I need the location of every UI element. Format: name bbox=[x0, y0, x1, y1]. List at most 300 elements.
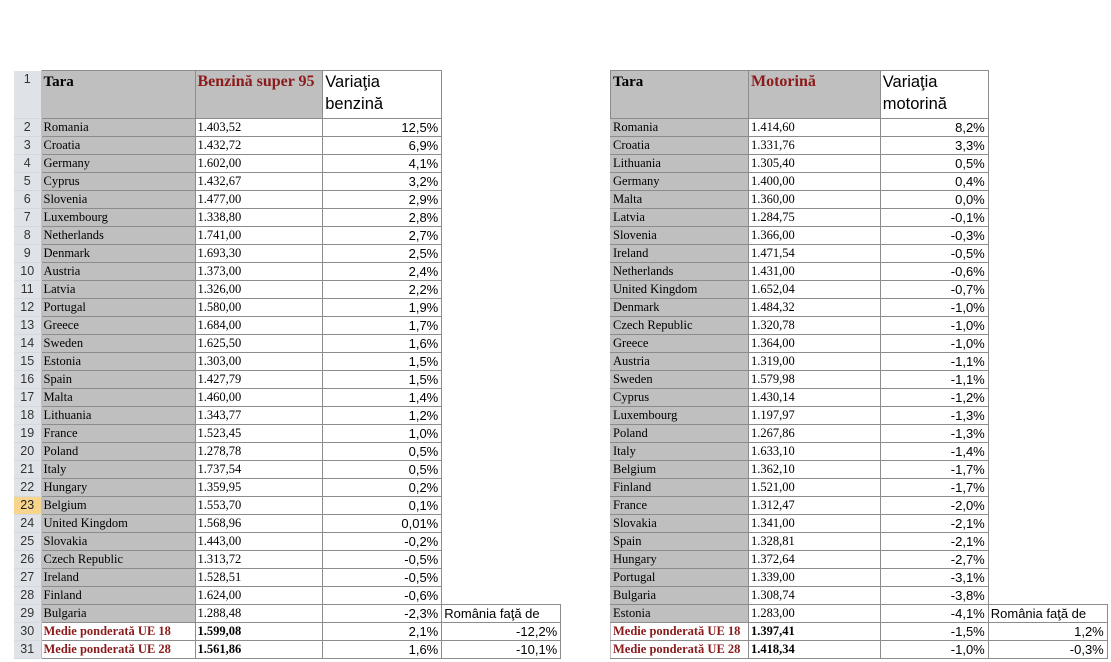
price-cell[interactable]: 1.427,79 bbox=[195, 371, 323, 389]
country-cell[interactable]: Hungary bbox=[611, 551, 749, 569]
empty-cell[interactable] bbox=[442, 515, 561, 533]
variation-cell[interactable]: 0,4% bbox=[880, 173, 988, 191]
average-label-cell[interactable]: Medie ponderată UE 18 bbox=[611, 623, 749, 641]
table-row bbox=[14, 443, 561, 461]
variation-cell[interactable]: 2,5% bbox=[323, 245, 442, 263]
country-cell[interactable]: France bbox=[41, 425, 195, 443]
price-cell[interactable]: 1.432,72 bbox=[195, 137, 323, 155]
empty-cell[interactable] bbox=[988, 497, 1107, 515]
row-number[interactable]: 5 bbox=[14, 173, 41, 191]
price-cell[interactable]: 1.197,97 bbox=[749, 407, 881, 425]
variation-cell[interactable]: -0,6% bbox=[323, 587, 442, 605]
variation-cell[interactable]: -1,5% bbox=[880, 623, 988, 641]
table-row bbox=[611, 533, 1108, 551]
country-cell[interactable]: Slovakia bbox=[611, 515, 749, 533]
row-number[interactable]: 25 bbox=[14, 533, 41, 551]
empty-cell[interactable] bbox=[988, 533, 1107, 551]
empty-cell[interactable] bbox=[442, 191, 561, 209]
header-diesel-price[interactable]: Motorină bbox=[749, 71, 881, 119]
row-number[interactable]: 2 bbox=[14, 119, 41, 137]
variation-cell[interactable]: -1,1% bbox=[880, 371, 988, 389]
variation-cell[interactable]: -1,3% bbox=[880, 425, 988, 443]
empty-cell[interactable] bbox=[442, 281, 561, 299]
row-number[interactable]: 24 bbox=[14, 515, 41, 533]
price-cell[interactable]: 1.326,00 bbox=[195, 281, 323, 299]
price-cell[interactable]: 1.443,00 bbox=[195, 533, 323, 551]
country-cell[interactable]: Greece bbox=[611, 335, 749, 353]
empty-cell[interactable] bbox=[988, 371, 1107, 389]
empty-cell[interactable] bbox=[988, 407, 1107, 425]
variation-cell[interactable]: -1,4% bbox=[880, 443, 988, 461]
country-cell[interactable]: Lithuania bbox=[611, 155, 749, 173]
price-cell[interactable]: 1.360,00 bbox=[749, 191, 881, 209]
country-cell[interactable]: Slovenia bbox=[611, 227, 749, 245]
note-cell[interactable]: România faţă de bbox=[442, 605, 561, 623]
variation-cell[interactable]: -1,3% bbox=[880, 407, 988, 425]
row-number[interactable]: 15 bbox=[14, 353, 41, 371]
price-cell[interactable]: 1.366,00 bbox=[749, 227, 881, 245]
variation-cell[interactable]: 1,7% bbox=[323, 317, 442, 335]
variation-cell[interactable]: -2,7% bbox=[880, 551, 988, 569]
country-cell[interactable]: Estonia bbox=[41, 353, 195, 371]
empty-cell[interactable] bbox=[442, 443, 561, 461]
price-cell[interactable]: 1.320,78 bbox=[749, 317, 881, 335]
price-cell[interactable]: 1.599,08 bbox=[195, 623, 323, 641]
average-row bbox=[14, 623, 561, 641]
variation-cell[interactable]: 4,1% bbox=[323, 155, 442, 173]
price-cell[interactable]: 1.580,00 bbox=[195, 299, 323, 317]
variation-cell[interactable]: 1,9% bbox=[323, 299, 442, 317]
empty-cell[interactable] bbox=[442, 119, 561, 137]
price-cell[interactable]: 1.403,52 bbox=[195, 119, 323, 137]
row-number[interactable]: 27 bbox=[14, 569, 41, 587]
country-cell[interactable]: Germany bbox=[611, 173, 749, 191]
table-row bbox=[611, 299, 1108, 317]
price-cell[interactable]: 1.432,67 bbox=[195, 173, 323, 191]
price-cell[interactable]: 1.521,00 bbox=[749, 479, 881, 497]
average-row bbox=[14, 641, 561, 659]
average-label-cell[interactable]: Medie ponderată UE 18 bbox=[41, 623, 195, 641]
row-number[interactable]: 26 bbox=[14, 551, 41, 569]
price-cell[interactable]: 1.319,00 bbox=[749, 353, 881, 371]
price-cell[interactable]: 1.364,00 bbox=[749, 335, 881, 353]
header-petrol-variation[interactable]: Variaţia benzină bbox=[323, 71, 442, 119]
variation-cell[interactable]: 0,5% bbox=[323, 443, 442, 461]
country-cell[interactable]: Italy bbox=[611, 443, 749, 461]
variation-cell[interactable]: -1,7% bbox=[880, 461, 988, 479]
price-cell[interactable]: 1.568,96 bbox=[195, 515, 323, 533]
country-cell[interactable]: Bulgaria bbox=[611, 587, 749, 605]
country-cell[interactable]: Luxembourg bbox=[611, 407, 749, 425]
empty-cell[interactable] bbox=[988, 191, 1107, 209]
price-cell[interactable]: 1.400,00 bbox=[749, 173, 881, 191]
country-cell[interactable]: Netherlands bbox=[41, 227, 195, 245]
empty-cell[interactable] bbox=[442, 335, 561, 353]
empty-cell[interactable] bbox=[442, 551, 561, 569]
price-cell[interactable]: 1.305,40 bbox=[749, 155, 881, 173]
empty-cell[interactable] bbox=[442, 299, 561, 317]
variation-cell[interactable]: -0,5% bbox=[323, 569, 442, 587]
empty-cell[interactable] bbox=[988, 461, 1107, 479]
price-cell[interactable]: 1.328,81 bbox=[749, 533, 881, 551]
empty-cell[interactable] bbox=[442, 461, 561, 479]
row-number[interactable]: 31 bbox=[14, 641, 41, 659]
table-row bbox=[611, 425, 1108, 443]
variation-cell[interactable]: -0,5% bbox=[880, 245, 988, 263]
variation-cell[interactable]: 1,5% bbox=[323, 371, 442, 389]
empty-cell[interactable] bbox=[442, 587, 561, 605]
country-cell[interactable]: Denmark bbox=[41, 245, 195, 263]
price-cell[interactable]: 1.338,80 bbox=[195, 209, 323, 227]
average-label-cell[interactable]: Medie ponderată UE 28 bbox=[611, 641, 749, 659]
average-row bbox=[611, 623, 1108, 641]
country-cell[interactable]: Hungary bbox=[41, 479, 195, 497]
average-label-cell[interactable]: Medie ponderată UE 28 bbox=[41, 641, 195, 659]
row-number[interactable]: 18 bbox=[14, 407, 41, 425]
header-petrol-price[interactable]: Benzină super 95 bbox=[195, 71, 323, 119]
country-cell[interactable]: Spain bbox=[41, 371, 195, 389]
price-cell[interactable]: 1.741,00 bbox=[195, 227, 323, 245]
table-row bbox=[611, 479, 1108, 497]
country-cell[interactable]: Romania bbox=[611, 119, 749, 137]
price-cell[interactable]: 1.430,14 bbox=[749, 389, 881, 407]
price-cell[interactable]: 1.283,00 bbox=[749, 605, 881, 623]
price-cell[interactable]: 1.579,98 bbox=[749, 371, 881, 389]
header-country[interactable]: Tara bbox=[611, 71, 749, 119]
variation-cell[interactable]: -4,1% bbox=[880, 605, 988, 623]
price-cell[interactable]: 1.561,86 bbox=[195, 641, 323, 659]
row-number[interactable]: 17 bbox=[14, 389, 41, 407]
variation-cell[interactable]: -1,7% bbox=[880, 479, 988, 497]
comparison-cell[interactable]: -0,3% bbox=[988, 641, 1107, 659]
price-cell[interactable]: 1.303,00 bbox=[195, 353, 323, 371]
country-cell[interactable]: Sweden bbox=[611, 371, 749, 389]
country-cell[interactable]: Austria bbox=[611, 353, 749, 371]
variation-cell[interactable]: 3,3% bbox=[880, 137, 988, 155]
empty-cell[interactable] bbox=[442, 497, 561, 515]
row-number[interactable]: 16 bbox=[14, 371, 41, 389]
price-cell[interactable]: 1.362,10 bbox=[749, 461, 881, 479]
empty-cell[interactable] bbox=[442, 389, 561, 407]
price-cell[interactable]: 1.284,75 bbox=[749, 209, 881, 227]
row-number[interactable]: 13 bbox=[14, 317, 41, 335]
variation-cell[interactable]: 0,0% bbox=[880, 191, 988, 209]
country-cell[interactable]: France bbox=[611, 497, 749, 515]
empty-cell[interactable] bbox=[442, 371, 561, 389]
empty-cell[interactable] bbox=[442, 407, 561, 425]
price-cell[interactable]: 1.602,00 bbox=[195, 155, 323, 173]
row-number[interactable]: 7 bbox=[14, 209, 41, 227]
variation-cell[interactable]: 0,5% bbox=[323, 461, 442, 479]
country-cell[interactable]: Lithuania bbox=[41, 407, 195, 425]
price-cell[interactable]: 1.308,74 bbox=[749, 587, 881, 605]
empty-cell[interactable] bbox=[442, 155, 561, 173]
empty-cell[interactable] bbox=[988, 569, 1107, 587]
empty-cell[interactable] bbox=[988, 551, 1107, 569]
comparison-cell[interactable]: -10,1% bbox=[442, 641, 561, 659]
empty-cell[interactable] bbox=[988, 587, 1107, 605]
empty-cell[interactable] bbox=[442, 569, 561, 587]
row-number[interactable]: 11 bbox=[14, 281, 41, 299]
table-row bbox=[14, 497, 561, 515]
variation-cell[interactable]: -1,0% bbox=[880, 317, 988, 335]
variation-cell[interactable]: 0,1% bbox=[323, 497, 442, 515]
price-cell[interactable]: 1.341,00 bbox=[749, 515, 881, 533]
empty-cell[interactable] bbox=[442, 173, 561, 191]
row-number[interactable]: 4 bbox=[14, 155, 41, 173]
country-cell[interactable]: Czech Republic bbox=[611, 317, 749, 335]
variation-cell[interactable]: -1,1% bbox=[880, 353, 988, 371]
variation-cell[interactable]: 2,9% bbox=[323, 191, 442, 209]
header-diesel-variation[interactable]: Variaţia motorină bbox=[880, 71, 988, 119]
country-cell[interactable]: Austria bbox=[41, 263, 195, 281]
price-cell[interactable]: 1.693,30 bbox=[195, 245, 323, 263]
country-cell[interactable]: Portugal bbox=[41, 299, 195, 317]
variation-cell[interactable]: -1,0% bbox=[880, 299, 988, 317]
row-number[interactable]: 19 bbox=[14, 425, 41, 443]
empty-cell[interactable] bbox=[988, 443, 1107, 461]
header-country[interactable]: Tara bbox=[41, 71, 195, 119]
empty-cell[interactable] bbox=[442, 533, 561, 551]
price-cell[interactable]: 1.528,51 bbox=[195, 569, 323, 587]
row-number[interactable]: 10 bbox=[14, 263, 41, 281]
table-row bbox=[611, 461, 1108, 479]
price-cell[interactable]: 1.414,60 bbox=[749, 119, 881, 137]
empty-cell[interactable] bbox=[988, 299, 1107, 317]
table-row bbox=[611, 227, 1108, 245]
variation-cell[interactable]: 2,8% bbox=[323, 209, 442, 227]
empty-cell[interactable] bbox=[988, 353, 1107, 371]
empty-cell[interactable] bbox=[442, 425, 561, 443]
row-number[interactable]: 28 bbox=[14, 587, 41, 605]
variation-cell[interactable]: 0,01% bbox=[323, 515, 442, 533]
country-cell[interactable]: Croatia bbox=[611, 137, 749, 155]
row-number[interactable]: 8 bbox=[14, 227, 41, 245]
price-cell[interactable]: 1.267,86 bbox=[749, 425, 881, 443]
price-cell[interactable]: 1.553,70 bbox=[195, 497, 323, 515]
country-cell[interactable]: Spain bbox=[611, 533, 749, 551]
variation-cell[interactable]: -3,8% bbox=[880, 587, 988, 605]
price-cell[interactable]: 1.339,00 bbox=[749, 569, 881, 587]
country-cell[interactable]: Malta bbox=[41, 389, 195, 407]
country-cell[interactable]: Italy bbox=[41, 461, 195, 479]
price-cell[interactable]: 1.684,00 bbox=[195, 317, 323, 335]
country-cell[interactable]: United Kingdom bbox=[41, 515, 195, 533]
empty-cell[interactable] bbox=[988, 137, 1107, 155]
table-row bbox=[611, 335, 1108, 353]
empty-cell[interactable] bbox=[442, 227, 561, 245]
price-cell[interactable]: 1.313,72 bbox=[195, 551, 323, 569]
variation-cell[interactable]: 3,2% bbox=[323, 173, 442, 191]
country-cell[interactable]: Poland bbox=[611, 425, 749, 443]
variation-cell[interactable]: 2,1% bbox=[323, 623, 442, 641]
variation-cell[interactable]: -2,1% bbox=[880, 533, 988, 551]
variation-cell[interactable]: 2,2% bbox=[323, 281, 442, 299]
price-cell[interactable]: 1.633,10 bbox=[749, 443, 881, 461]
table-row bbox=[14, 263, 561, 281]
empty-cell[interactable] bbox=[988, 335, 1107, 353]
variation-cell[interactable]: -3,1% bbox=[880, 569, 988, 587]
variation-cell[interactable]: 1,6% bbox=[323, 641, 442, 659]
variation-cell[interactable]: -0,1% bbox=[880, 209, 988, 227]
country-cell[interactable]: Poland bbox=[41, 443, 195, 461]
country-cell[interactable]: Finland bbox=[611, 479, 749, 497]
country-cell[interactable]: Slovakia bbox=[41, 533, 195, 551]
comparison-cell[interactable]: -12,2% bbox=[442, 623, 561, 641]
country-cell[interactable]: Belgium bbox=[611, 461, 749, 479]
variation-cell[interactable]: -1,2% bbox=[880, 389, 988, 407]
price-cell[interactable]: 1.278,78 bbox=[195, 443, 323, 461]
empty-cell[interactable] bbox=[988, 155, 1107, 173]
empty-cell[interactable] bbox=[442, 245, 561, 263]
country-cell[interactable]: Portugal bbox=[611, 569, 749, 587]
empty-cell[interactable] bbox=[442, 263, 561, 281]
variation-cell[interactable]: -1,0% bbox=[880, 641, 988, 659]
variation-cell[interactable]: -2,0% bbox=[880, 497, 988, 515]
price-cell[interactable]: 1.288,48 bbox=[195, 605, 323, 623]
price-cell[interactable]: 1.397,41 bbox=[749, 623, 881, 641]
country-cell[interactable]: Belgium bbox=[41, 497, 195, 515]
variation-cell[interactable]: -0,6% bbox=[880, 263, 988, 281]
price-cell[interactable]: 1.372,64 bbox=[749, 551, 881, 569]
price-cell[interactable]: 1.343,77 bbox=[195, 407, 323, 425]
variation-cell[interactable]: 1,5% bbox=[323, 353, 442, 371]
empty-cell[interactable] bbox=[988, 479, 1107, 497]
row-number[interactable]: 9 bbox=[14, 245, 41, 263]
variation-cell[interactable]: -0,5% bbox=[323, 551, 442, 569]
empty-cell[interactable] bbox=[442, 71, 561, 119]
price-cell[interactable]: 1.312,47 bbox=[749, 497, 881, 515]
variation-cell[interactable]: -0,7% bbox=[880, 281, 988, 299]
variation-cell[interactable]: -2,3% bbox=[323, 605, 442, 623]
table-row bbox=[14, 119, 561, 137]
variation-cell[interactable]: 0,5% bbox=[880, 155, 988, 173]
note-cell[interactable]: România faţă de bbox=[988, 605, 1107, 623]
country-cell[interactable]: Slovenia bbox=[41, 191, 195, 209]
country-cell[interactable]: Ireland bbox=[41, 569, 195, 587]
variation-cell[interactable]: 2,4% bbox=[323, 263, 442, 281]
price-cell[interactable]: 1.484,32 bbox=[749, 299, 881, 317]
empty-cell[interactable] bbox=[442, 317, 561, 335]
row-number[interactable]: 6 bbox=[14, 191, 41, 209]
country-cell[interactable]: Estonia bbox=[611, 605, 749, 623]
row-number[interactable]: 21 bbox=[14, 461, 41, 479]
row-number[interactable]: 14 bbox=[14, 335, 41, 353]
row-number[interactable]: 1 bbox=[14, 71, 41, 119]
empty-cell[interactable] bbox=[442, 479, 561, 497]
empty-cell[interactable] bbox=[988, 173, 1107, 191]
price-cell[interactable]: 1.471,54 bbox=[749, 245, 881, 263]
country-cell[interactable]: Bulgaria bbox=[41, 605, 195, 623]
variation-cell[interactable]: -1,0% bbox=[880, 335, 988, 353]
empty-cell[interactable] bbox=[988, 281, 1107, 299]
variation-cell[interactable]: 0,2% bbox=[323, 479, 442, 497]
price-cell[interactable]: 1.373,00 bbox=[195, 263, 323, 281]
price-cell[interactable]: 1.477,00 bbox=[195, 191, 323, 209]
country-cell[interactable]: Luxembourg bbox=[41, 209, 195, 227]
country-cell[interactable]: Netherlands bbox=[611, 263, 749, 281]
price-cell[interactable]: 1.418,34 bbox=[749, 641, 881, 659]
variation-cell[interactable]: 6,9% bbox=[323, 137, 442, 155]
variation-cell[interactable]: 1,2% bbox=[323, 407, 442, 425]
variation-cell[interactable]: 1,0% bbox=[323, 425, 442, 443]
country-cell[interactable]: Croatia bbox=[41, 137, 195, 155]
price-cell[interactable]: 1.624,00 bbox=[195, 587, 323, 605]
country-cell[interactable]: Latvia bbox=[41, 281, 195, 299]
price-cell[interactable]: 1.737,54 bbox=[195, 461, 323, 479]
country-cell[interactable]: Ireland bbox=[611, 245, 749, 263]
empty-cell[interactable] bbox=[988, 119, 1107, 137]
row-number[interactable]: 23 bbox=[14, 497, 41, 515]
row-number[interactable]: 29 bbox=[14, 605, 41, 623]
country-cell[interactable]: Greece bbox=[41, 317, 195, 335]
empty-cell[interactable] bbox=[988, 245, 1107, 263]
empty-cell[interactable] bbox=[442, 137, 561, 155]
variation-cell[interactable]: -2,1% bbox=[880, 515, 988, 533]
empty-cell[interactable] bbox=[988, 317, 1107, 335]
row-number[interactable]: 30 bbox=[14, 623, 41, 641]
price-cell[interactable]: 1.431,00 bbox=[749, 263, 881, 281]
country-cell[interactable]: Sweden bbox=[41, 335, 195, 353]
row-number[interactable]: 20 bbox=[14, 443, 41, 461]
empty-cell[interactable] bbox=[988, 71, 1107, 119]
empty-cell[interactable] bbox=[442, 209, 561, 227]
empty-cell[interactable] bbox=[988, 389, 1107, 407]
empty-cell[interactable] bbox=[988, 425, 1107, 443]
country-cell[interactable]: Cyprus bbox=[41, 173, 195, 191]
table-row bbox=[611, 281, 1108, 299]
table-row bbox=[14, 569, 561, 587]
country-cell[interactable]: Germany bbox=[41, 155, 195, 173]
row-number[interactable]: 12 bbox=[14, 299, 41, 317]
country-cell[interactable]: Malta bbox=[611, 191, 749, 209]
table-row bbox=[611, 569, 1108, 587]
empty-cell[interactable] bbox=[988, 209, 1107, 227]
variation-cell[interactable]: 1,6% bbox=[323, 335, 442, 353]
empty-cell[interactable] bbox=[988, 227, 1107, 245]
table-row bbox=[611, 587, 1108, 605]
row-number[interactable]: 3 bbox=[14, 137, 41, 155]
table-row bbox=[14, 317, 561, 335]
variation-cell[interactable]: 8,2% bbox=[880, 119, 988, 137]
empty-cell[interactable] bbox=[988, 263, 1107, 281]
price-cell[interactable]: 1.523,45 bbox=[195, 425, 323, 443]
country-cell[interactable]: Latvia bbox=[611, 209, 749, 227]
row-number[interactable]: 22 bbox=[14, 479, 41, 497]
country-cell[interactable]: Finland bbox=[41, 587, 195, 605]
country-cell[interactable]: Cyprus bbox=[611, 389, 749, 407]
variation-cell[interactable]: 1,4% bbox=[323, 389, 442, 407]
country-cell[interactable]: United Kingdom bbox=[611, 281, 749, 299]
country-cell[interactable]: Denmark bbox=[611, 299, 749, 317]
country-cell[interactable]: Czech Republic bbox=[41, 551, 195, 569]
variation-cell[interactable]: 2,7% bbox=[323, 227, 442, 245]
price-cell[interactable]: 1.460,00 bbox=[195, 389, 323, 407]
price-cell[interactable]: 1.331,76 bbox=[749, 137, 881, 155]
price-cell[interactable]: 1.359,95 bbox=[195, 479, 323, 497]
comparison-cell[interactable]: 1,2% bbox=[988, 623, 1107, 641]
price-cell[interactable]: 1.625,50 bbox=[195, 335, 323, 353]
table-row bbox=[14, 425, 561, 443]
table-row bbox=[14, 461, 561, 479]
country-cell[interactable]: Romania bbox=[41, 119, 195, 137]
variation-cell[interactable]: -0,3% bbox=[880, 227, 988, 245]
empty-cell[interactable] bbox=[988, 515, 1107, 533]
variation-cell[interactable]: 12,5% bbox=[323, 119, 442, 137]
price-cell[interactable]: 1.652,04 bbox=[749, 281, 881, 299]
variation-cell[interactable]: -0,2% bbox=[323, 533, 442, 551]
empty-cell[interactable] bbox=[442, 353, 561, 371]
